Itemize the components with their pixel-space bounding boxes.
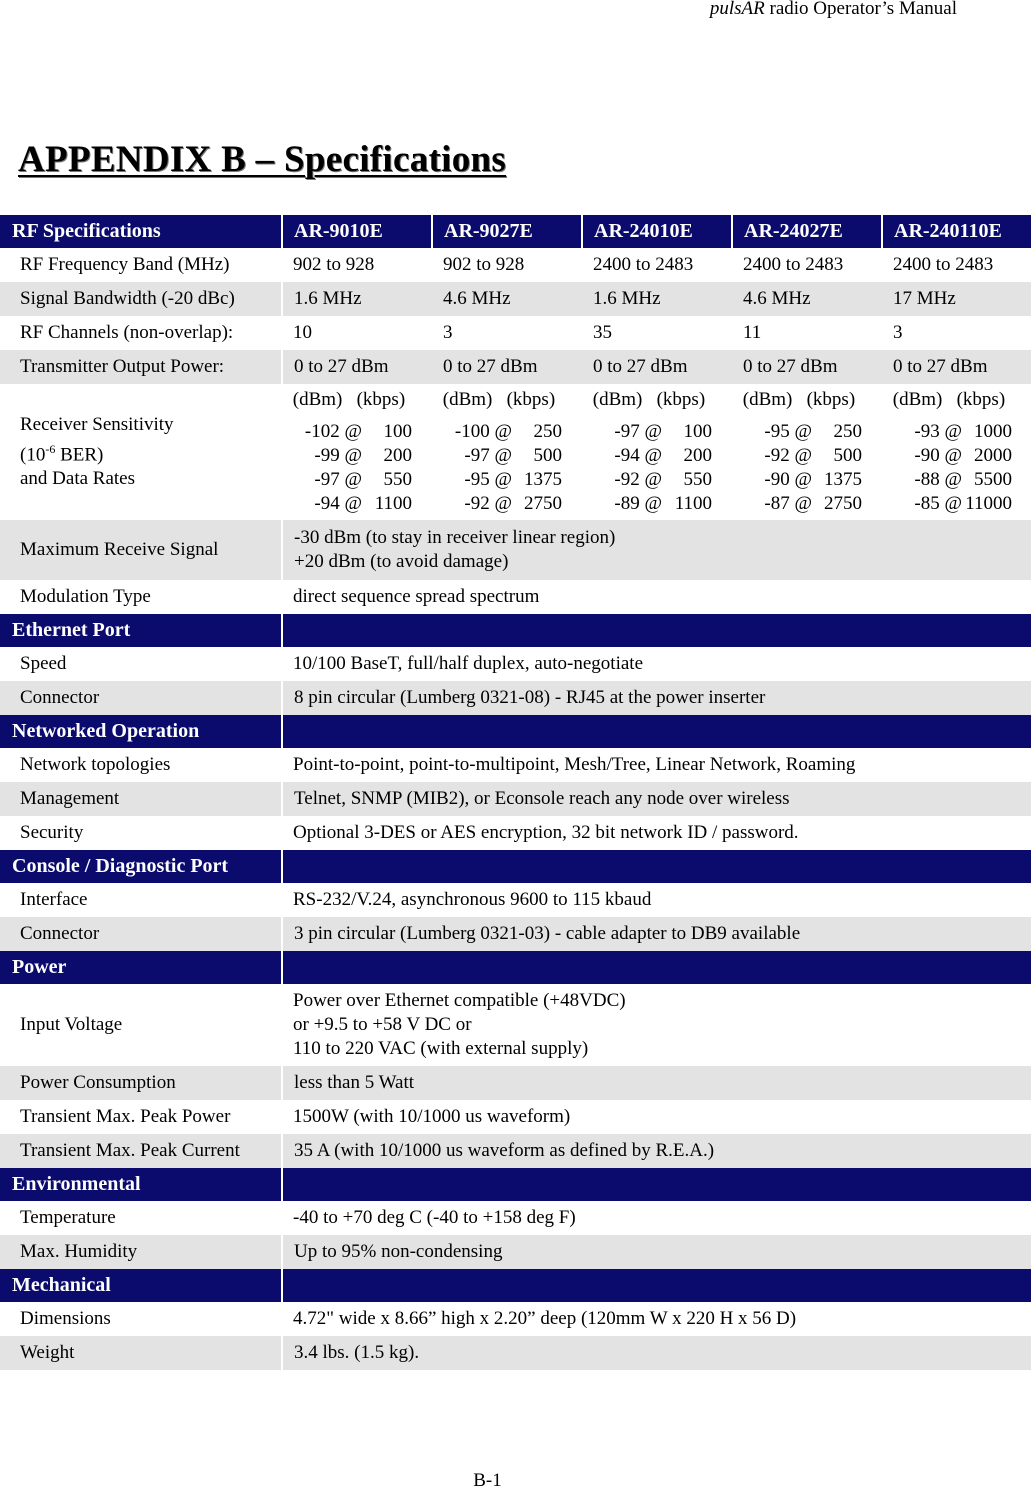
environmental-header-row [0, 1168, 1031, 1201]
sensitivity-cell [282, 384, 432, 520]
networked-heading-fill [282, 715, 1031, 748]
input-voltage-lines [293, 989, 1031, 1061]
model-column-header: AR-24010E [582, 215, 732, 248]
sensitivity-kbps: 2750 [824, 493, 862, 514]
sensitivity-dbm: -93 @ [914, 421, 962, 442]
rf-spec-label: Signal Bandwidth (-20 dBc) [0, 282, 282, 316]
sensitivity-kbps: 100 [683, 421, 712, 442]
sensitivity-values [588, 420, 732, 516]
model-column-header: AR-24027E [732, 215, 882, 248]
sensitivity-values [438, 420, 582, 516]
sensitivity-label-line: Receiver Sensitivity [20, 413, 174, 435]
networked-label: Network topologies [20, 754, 171, 775]
power-heading: Power [0, 951, 282, 984]
power-label: Transient Max. Peak Power [20, 1106, 231, 1127]
sensitivity-dbm: -94 @ [614, 445, 662, 466]
model-column-header: AR-240110E [882, 215, 1031, 248]
sensitivity-cell [882, 384, 1031, 520]
ethernet-row [0, 647, 1031, 681]
ethernet-header-row [0, 614, 1031, 647]
ethernet-heading-fill [282, 614, 1031, 647]
sensitivity-kbps: 1375 [524, 469, 562, 490]
sensitivity-dbm: -87 @ [764, 493, 812, 514]
sensitivity-dbm: -90 @ [764, 469, 812, 490]
sensitivity-dbm: -85 @ [914, 493, 962, 514]
mechanical-value: 3.4 lbs. (1.5 kg). [282, 1336, 1031, 1370]
max-receive-lines [294, 526, 1031, 574]
model-column-header: AR-9027E [432, 215, 582, 248]
sensitivity-kbps: 1100 [374, 493, 412, 514]
power-value: 35 A (with 10/1000 us waveform as defined by R.E.A.) [282, 1134, 1031, 1168]
rf-spec-value: 0 to 27 dBm [882, 350, 1031, 384]
rf-spec-row [0, 350, 1031, 384]
ethernet-label: Speed [20, 653, 67, 674]
mechanical-value: 4.72" wide x 8.66” high x 2.20” deep (120mm W x 220 H x 56 D) [293, 1308, 797, 1329]
sensitivity-cell [582, 384, 732, 520]
power-row [0, 1066, 1031, 1100]
sensitivity-cell [432, 384, 582, 520]
console-value: RS-232/V.24, asynchronous 9600 to 115 kbaud [293, 889, 652, 910]
console-heading-fill [282, 850, 1031, 883]
max-receive-line: +20 dBm (to avoid damage) [294, 551, 509, 572]
mechanical-label: Dimensions [20, 1308, 111, 1329]
sensitivity-dbm: -100 @ [454, 421, 512, 442]
console-label: Connector [0, 917, 282, 951]
environmental-label: Max. Humidity [0, 1235, 282, 1269]
sensitivity-units-header: (dBm) (kbps) [738, 389, 856, 410]
sensitivity-values [738, 420, 882, 516]
mechanical-heading: Mechanical [0, 1269, 282, 1302]
sensitivity-dbm: -92 @ [764, 445, 812, 466]
sensitivity-label-line: and Data Rates [20, 468, 136, 490]
sensitivity-units-header: (dBm) (kbps) [438, 389, 556, 410]
sensitivity-dbm: -99 @ [314, 445, 362, 466]
rf-spec-label: Transmitter Output Power: [0, 350, 282, 384]
power-value: 1500W (with 10/1000 us waveform) [293, 1106, 571, 1127]
rf-spec-value: 902 to 928 [443, 254, 525, 275]
page-title: APPENDIX B – Specifications [18, 139, 507, 180]
sensitivity-dbm: -97 @ [614, 421, 662, 442]
rf-spec-value: 35 [593, 322, 612, 343]
ber-suffix: BER) [55, 444, 104, 466]
running-header [710, 0, 957, 20]
sensitivity-kbps: 1100 [674, 493, 712, 514]
environmental-heading: Environmental [0, 1168, 282, 1201]
power-label: Power Consumption [0, 1066, 282, 1100]
sensitivity-dbm: -94 @ [314, 493, 362, 514]
power-label: Transient Max. Peak Current [0, 1134, 282, 1168]
networked-label: Management [0, 782, 282, 816]
sensitivity-dbm: -92 @ [614, 469, 662, 490]
sensitivity-kbps: 5500 [974, 469, 1012, 490]
rf-spec-value: 10 [293, 322, 312, 343]
sensitivity-kbps: 500 [833, 445, 862, 466]
rf-spec-value: 0 to 27 dBm [582, 350, 732, 384]
sensitivity-dbm: -90 @ [914, 445, 962, 466]
sensitivity-dbm: -97 @ [464, 445, 512, 466]
rf-spec-value: 2400 to 2483 [593, 254, 694, 275]
ethernet-row [0, 681, 1031, 715]
rf-spec-row [0, 248, 1031, 282]
page-number: B-1 [473, 1470, 502, 1491]
mechanical-row [0, 1302, 1031, 1336]
networked-value: Telnet, SNMP (MIB2), or Econsole reach any node over wireless [282, 782, 1031, 816]
networked-row [0, 748, 1031, 782]
rf-spec-value: 0 to 27 dBm [732, 350, 882, 384]
ber-prefix: (10 [20, 444, 46, 466]
sensitivity-values [288, 420, 432, 516]
environmental-label: Temperature [20, 1207, 116, 1228]
mechanical-row [0, 1336, 1031, 1370]
console-header-row [0, 850, 1031, 883]
rf-spec-value: 3 [893, 322, 903, 343]
console-row [0, 883, 1031, 917]
power-header-row [0, 951, 1031, 984]
sensitivity-kbps: 250 [533, 421, 562, 442]
modulation-row [0, 580, 1031, 614]
sensitivity-kbps: 100 [383, 421, 412, 442]
networked-heading: Networked Operation [0, 715, 282, 748]
sensitivity-dbm: -88 @ [914, 469, 962, 490]
max-receive-line: -30 dBm (to stay in receiver linear region) [294, 527, 616, 548]
sensitivity-dbm: -97 @ [314, 469, 362, 490]
sensitivity-kbps: 200 [383, 445, 412, 466]
rf-spec-label: RF Channels (non-overlap): [20, 322, 234, 343]
ber-exponent: -6 [45, 441, 56, 456]
networked-label: Security [20, 822, 84, 843]
sensitivity-label [0, 384, 282, 520]
console-heading: Console / Diagnostic Port [0, 850, 282, 883]
header-brand: pulsAR [709, 0, 765, 19]
sensitivity-dbm: -92 @ [464, 493, 512, 514]
rf-spec-value: 0 to 27 dBm [282, 350, 432, 384]
rf-spec-value: 4.6 MHz [432, 282, 582, 316]
sensitivity-kbps: 2750 [524, 493, 562, 514]
rf-spec-row [0, 316, 1031, 350]
rf-spec-value: 0 to 27 dBm [432, 350, 582, 384]
rf-heading: RF Specifications [0, 215, 282, 248]
sensitivity-units-header: (dBm) (kbps) [288, 389, 406, 410]
power-row [0, 1100, 1031, 1134]
networked-row [0, 816, 1031, 850]
power-row [0, 1134, 1031, 1168]
networked-row [0, 782, 1031, 816]
rf-spec-value: 3 [443, 322, 453, 343]
sensitivity-dbm: -102 @ [304, 421, 362, 442]
sensitivity-dbm: -95 @ [464, 469, 512, 490]
spec-table [0, 215, 1031, 1370]
ethernet-label: Connector [0, 681, 282, 715]
ethernet-value: 10/100 BaseT, full/half duplex, auto-negotiate [293, 653, 643, 674]
rf-spec-value: 2400 to 2483 [743, 254, 844, 275]
rf-header-row [0, 215, 1031, 248]
max-receive-label: Maximum Receive Signal [0, 520, 282, 580]
ethernet-heading: Ethernet Port [0, 614, 282, 647]
input-voltage-label: Input Voltage [20, 1014, 123, 1035]
rf-spec-value: 17 MHz [882, 282, 1031, 316]
rf-spec-row [0, 282, 1031, 316]
rf-spec-label: RF Frequency Band (MHz) [20, 254, 230, 275]
environmental-value: Up to 95% non-condensing [282, 1235, 1031, 1269]
sensitivity-kbps: 550 [383, 469, 412, 490]
rf-spec-value: 11 [743, 322, 762, 343]
sensitivity-kbps: 1375 [824, 469, 862, 490]
modulation-value: direct sequence spread spectrum [293, 586, 540, 607]
power-value: less than 5 Watt [282, 1066, 1031, 1100]
sensitivity-values [888, 420, 1031, 516]
networked-value: Optional 3-DES or AES encryption, 32 bit network ID / password. [293, 822, 799, 843]
sensitivity-kbps: 2000 [974, 445, 1012, 466]
spec-table-body [0, 215, 1031, 1370]
sensitivity-cell [732, 384, 882, 520]
rf-spec-value: 1.6 MHz [582, 282, 732, 316]
rf-spec-value: 4.6 MHz [732, 282, 882, 316]
max-receive-row [0, 520, 1031, 580]
sensitivity-dbm: -89 @ [614, 493, 662, 514]
input-voltage-value [282, 984, 1031, 1066]
networked-value: Point-to-point, point-to-multipoint, Mesh/Tree, Linear Network, Roaming [293, 754, 856, 775]
sensitivity-units-header: (dBm) (kbps) [588, 389, 706, 410]
input-voltage-line: Power over Ethernet compatible (+48VDC) [293, 990, 626, 1011]
sensitivity-kbps: 11000 [965, 493, 1012, 514]
header-text: radio Operator’s Manual [764, 0, 957, 19]
environmental-row [0, 1235, 1031, 1269]
sensitivity-kbps: 250 [833, 421, 862, 442]
environmental-heading-fill [282, 1168, 1031, 1201]
environmental-row [0, 1201, 1031, 1235]
sensitivity-kbps: 1000 [974, 421, 1012, 442]
environmental-value: -40 to +70 deg C (-40 to +158 deg F) [293, 1207, 576, 1228]
sensitivity-units-header: (dBm) (kbps) [888, 389, 1006, 410]
sensitivity-label-ber [20, 437, 282, 467]
max-receive-value [282, 520, 1031, 580]
ethernet-value: 8 pin circular (Lumberg 0321-08) - RJ45 at the power inserter [282, 681, 1031, 715]
networked-header-row [0, 715, 1031, 748]
modulation-label: Modulation Type [20, 586, 151, 607]
page-footer [0, 1470, 1031, 1492]
mechanical-header-row [0, 1269, 1031, 1302]
sensitivity-kbps: 200 [683, 445, 712, 466]
console-row [0, 917, 1031, 951]
mechanical-heading-fill [282, 1269, 1031, 1302]
console-label: Interface [20, 889, 88, 910]
sensitivity-dbm: -95 @ [764, 421, 812, 442]
console-value: 3 pin circular (Lumberg 0321-03) - cable adapter to DB9 available [282, 917, 1031, 951]
rf-spec-value: 2400 to 2483 [893, 254, 994, 275]
sensitivity-kbps: 500 [533, 445, 562, 466]
input-voltage-row [0, 984, 1031, 1066]
input-voltage-line: or +9.5 to +58 V DC or [293, 1014, 472, 1035]
input-voltage-line: 110 to 220 VAC (with external supply) [293, 1038, 589, 1059]
model-column-header: AR-9010E [282, 215, 432, 248]
mechanical-label: Weight [0, 1336, 282, 1370]
power-heading-fill [282, 951, 1031, 984]
rf-spec-value: 902 to 928 [293, 254, 375, 275]
sensitivity-kbps: 550 [683, 469, 712, 490]
rf-spec-value: 1.6 MHz [282, 282, 432, 316]
sensitivity-row [0, 384, 1031, 520]
